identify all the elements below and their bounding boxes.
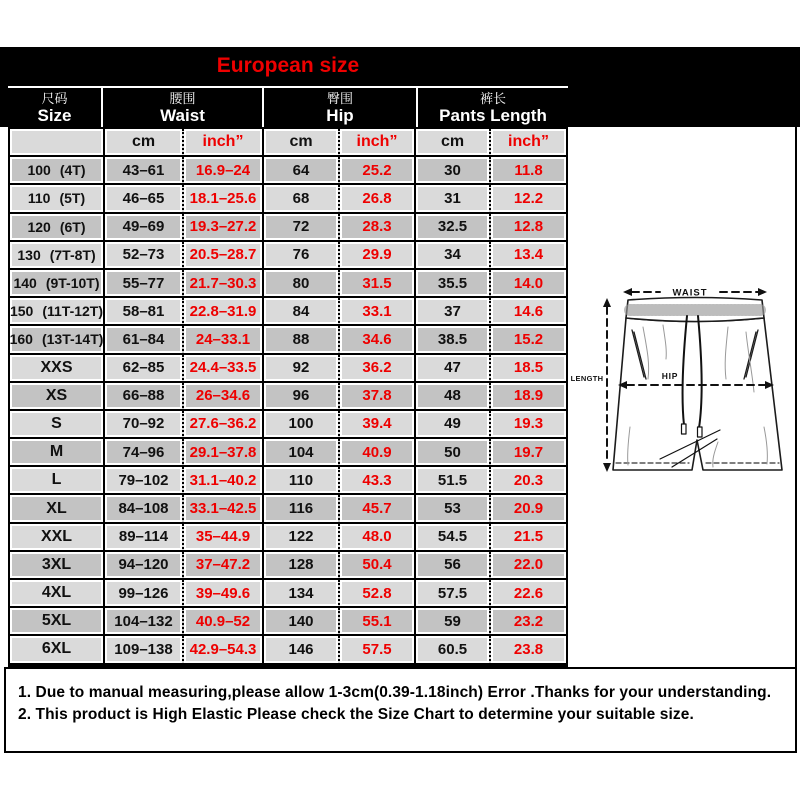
length-inch-cell: 20.3	[491, 467, 566, 495]
waist-inch-cell: 39–49.6	[184, 580, 264, 608]
hip-cm-cell: 104	[264, 439, 340, 467]
length-inch-cell: 19.3	[491, 411, 566, 439]
column-group-headers	[8, 86, 568, 127]
waist-cm-cell: 104–132	[105, 608, 184, 636]
length-inch-cell: 21.5	[491, 524, 566, 552]
waist-cm-cell: 109–138	[105, 636, 184, 664]
waist-cm-cell: 62–85	[105, 355, 184, 383]
length-label: LENGTH	[570, 374, 604, 383]
hip-inch-cell: 55.1	[340, 608, 416, 636]
waist-inch-cell: 24–33.1	[184, 326, 264, 354]
note-2: 2. This product is High Elastic Please check the Size Chart to determine your suitable size.	[18, 706, 694, 723]
length-cm-cell: 32.5	[416, 214, 491, 242]
length-inch-cell: 18.9	[491, 383, 566, 411]
waist-inch-cell: 26–34.6	[184, 383, 264, 411]
waist-cm-cell: 52–73	[105, 242, 184, 270]
length-inch-cell: 23.8	[491, 636, 566, 664]
length-cm-cell: 30	[416, 157, 491, 185]
length-cm-cell: 53	[416, 495, 491, 523]
waist-inch-cell: 40.9–52	[184, 608, 264, 636]
size-cell: 120 (6T)	[10, 214, 105, 242]
length-inch-cell: 22.0	[491, 552, 566, 580]
length-cm-cell: 60.5	[416, 636, 491, 664]
size-cell: XXS	[10, 355, 105, 383]
note-1: 1. Due to manual measuring,please allow 1-3cm(0.39-1.18inch) Error .Thanks for your understanding.	[18, 684, 772, 701]
waist-inch-cell: 22.8–31.9	[184, 298, 264, 326]
hip-inch-cell: 39.4	[340, 411, 416, 439]
hip-cm-cell: 64	[264, 157, 340, 185]
length-inch-unit: inch”	[491, 129, 566, 157]
hip-inch-cell: 50.4	[340, 552, 416, 580]
hip-cm-cell: 76	[264, 242, 340, 270]
hip-cm-cell: 140	[264, 608, 340, 636]
length-inch-cell: 14.0	[491, 270, 566, 298]
waist-inch-cell: 21.7–30.3	[184, 270, 264, 298]
length-cm-cell: 54.5	[416, 524, 491, 552]
hip-cm-cell: 134	[264, 580, 340, 608]
hip-inch-cell: 37.8	[340, 383, 416, 411]
waist-cm-cell: 58–81	[105, 298, 184, 326]
waist-cm-cell: 66–88	[105, 383, 184, 411]
size-cell: XXL	[10, 524, 105, 552]
hip-cm-cell: 100	[264, 411, 340, 439]
hip-label: HIP	[661, 371, 679, 381]
size-cell: L	[10, 467, 105, 495]
waist-inch-cell: 33.1–42.5	[184, 495, 264, 523]
waist-cm-unit: cm	[105, 129, 184, 157]
header-band	[0, 47, 800, 127]
length-inch-cell: 22.6	[491, 580, 566, 608]
size-cell: 110 (5T)	[10, 185, 105, 213]
length-cm-cell: 56	[416, 552, 491, 580]
length-inch-cell: 23.2	[491, 608, 566, 636]
length-inch-cell: 19.7	[491, 439, 566, 467]
hip-cm-cell: 96	[264, 383, 340, 411]
size-cell: 3XL	[10, 552, 105, 580]
waist-inch-cell: 42.9–54.3	[184, 636, 264, 664]
length-cm-cell: 31	[416, 185, 491, 213]
footer-notes	[4, 667, 797, 753]
waist-inch-cell: 16.9–24	[184, 157, 264, 185]
hip-inch-cell: 25.2	[340, 157, 416, 185]
waist-inch-cell: 29.1–37.8	[184, 439, 264, 467]
length-inch-cell: 20.9	[491, 495, 566, 523]
size-cell: XL	[10, 495, 105, 523]
hip-inch-cell: 45.7	[340, 495, 416, 523]
hip-inch-cell: 26.8	[340, 185, 416, 213]
waist-inch-cell: 24.4–33.5	[184, 355, 264, 383]
length-cm-cell: 47	[416, 355, 491, 383]
size-cell: 6XL	[10, 636, 105, 664]
waist-inch-cell: 37–47.2	[184, 552, 264, 580]
length-cm-cell: 35.5	[416, 270, 491, 298]
hip-inch-cell: 31.5	[340, 270, 416, 298]
waist-inch-cell: 27.6–36.2	[184, 411, 264, 439]
hip-inch-cell: 43.3	[340, 467, 416, 495]
waist-cm-cell: 74–96	[105, 439, 184, 467]
hip-cm-cell: 128	[264, 552, 340, 580]
hip-inch-cell: 57.5	[340, 636, 416, 664]
hip-inch-cell: 28.3	[340, 214, 416, 242]
length-cm-cell: 57.5	[416, 580, 491, 608]
diagram-panel	[568, 127, 797, 667]
size-table	[8, 127, 568, 667]
size-cell: S	[10, 411, 105, 439]
pants-length-group-header: 裤长 Pants Length	[439, 90, 547, 125]
waist-inch-unit: inch”	[184, 129, 264, 157]
waist-cm-cell: 70–92	[105, 411, 184, 439]
waist-label: WAIST	[672, 287, 708, 299]
hip-inch-unit: inch”	[340, 129, 416, 157]
hip-inch-cell: 40.9	[340, 439, 416, 467]
length-cm-cell: 49	[416, 411, 491, 439]
page-title: European size	[216, 54, 360, 77]
size-cell: 160 (13T-14T)	[10, 326, 105, 354]
waist-inch-cell: 18.1–25.6	[184, 185, 264, 213]
hip-cm-cell: 92	[264, 355, 340, 383]
hip-cm-cell: 80	[264, 270, 340, 298]
waist-inch-cell: 19.3–27.2	[184, 214, 264, 242]
waist-cm-cell: 49–69	[105, 214, 184, 242]
hip-inch-cell: 29.9	[340, 242, 416, 270]
length-inch-cell: 12.8	[491, 214, 566, 242]
length-inch-cell: 15.2	[491, 326, 566, 354]
length-cm-unit: cm	[416, 129, 491, 157]
hip-inch-cell: 34.6	[340, 326, 416, 354]
waist-group-header: 腰围 Waist	[103, 88, 264, 127]
corner-cell	[10, 129, 105, 157]
shorts-diagram	[568, 127, 797, 667]
size-cell: 130 (7T-8T)	[10, 242, 105, 270]
waist-cm-cell: 79–102	[105, 467, 184, 495]
size-cell: 5XL	[10, 608, 105, 636]
hip-cm-cell: 110	[264, 467, 340, 495]
waist-cm-cell: 94–120	[105, 552, 184, 580]
length-cm-cell: 37	[416, 298, 491, 326]
hip-inch-cell: 48.0	[340, 524, 416, 552]
size-cell: 150 (11T-12T)	[10, 298, 105, 326]
waist-cm-cell: 46–65	[105, 185, 184, 213]
length-inch-cell: 18.5	[491, 355, 566, 383]
hip-inch-cell: 36.2	[340, 355, 416, 383]
waist-cm-cell: 99–126	[105, 580, 184, 608]
hip-cm-cell: 122	[264, 524, 340, 552]
waist-inch-cell: 35–44.9	[184, 524, 264, 552]
size-cell: XS	[10, 383, 105, 411]
size-cell: 4XL	[10, 580, 105, 608]
waist-cm-cell: 55–77	[105, 270, 184, 298]
hip-group-header: 臀围 Hip	[264, 88, 418, 127]
length-cm-cell: 51.5	[416, 467, 491, 495]
waist-cm-cell: 84–108	[105, 495, 184, 523]
size-cell: 140 (9T-10T)	[10, 270, 105, 298]
size-cell: M	[10, 439, 105, 467]
length-inch-cell: 13.4	[491, 242, 566, 270]
length-cm-cell: 38.5	[416, 326, 491, 354]
hip-cm-cell: 84	[264, 298, 340, 326]
hip-cm-cell: 68	[264, 185, 340, 213]
hip-cm-cell: 116	[264, 495, 340, 523]
size-group-header: 尺码 Size	[8, 88, 103, 127]
waist-cm-cell: 89–114	[105, 524, 184, 552]
length-cm-cell: 50	[416, 439, 491, 467]
length-cm-cell: 59	[416, 608, 491, 636]
length-cm-cell: 48	[416, 383, 491, 411]
hip-inch-cell: 52.8	[340, 580, 416, 608]
length-cm-cell: 34	[416, 242, 491, 270]
waist-cm-cell: 43–61	[105, 157, 184, 185]
length-inch-cell: 12.2	[491, 185, 566, 213]
size-cell: 100 (4T)	[10, 157, 105, 185]
hip-cm-cell: 72	[264, 214, 340, 242]
shorts-body	[613, 318, 782, 470]
length-inch-cell: 14.6	[491, 298, 566, 326]
waist-inch-cell: 31.1–40.2	[184, 467, 264, 495]
hip-inch-cell: 33.1	[340, 298, 416, 326]
waist-inch-cell: 20.5–28.7	[184, 242, 264, 270]
hip-cm-unit: cm	[264, 129, 340, 157]
hip-cm-cell: 146	[264, 636, 340, 664]
hip-cm-cell: 88	[264, 326, 340, 354]
length-inch-cell: 11.8	[491, 157, 566, 185]
waist-cm-cell: 61–84	[105, 326, 184, 354]
